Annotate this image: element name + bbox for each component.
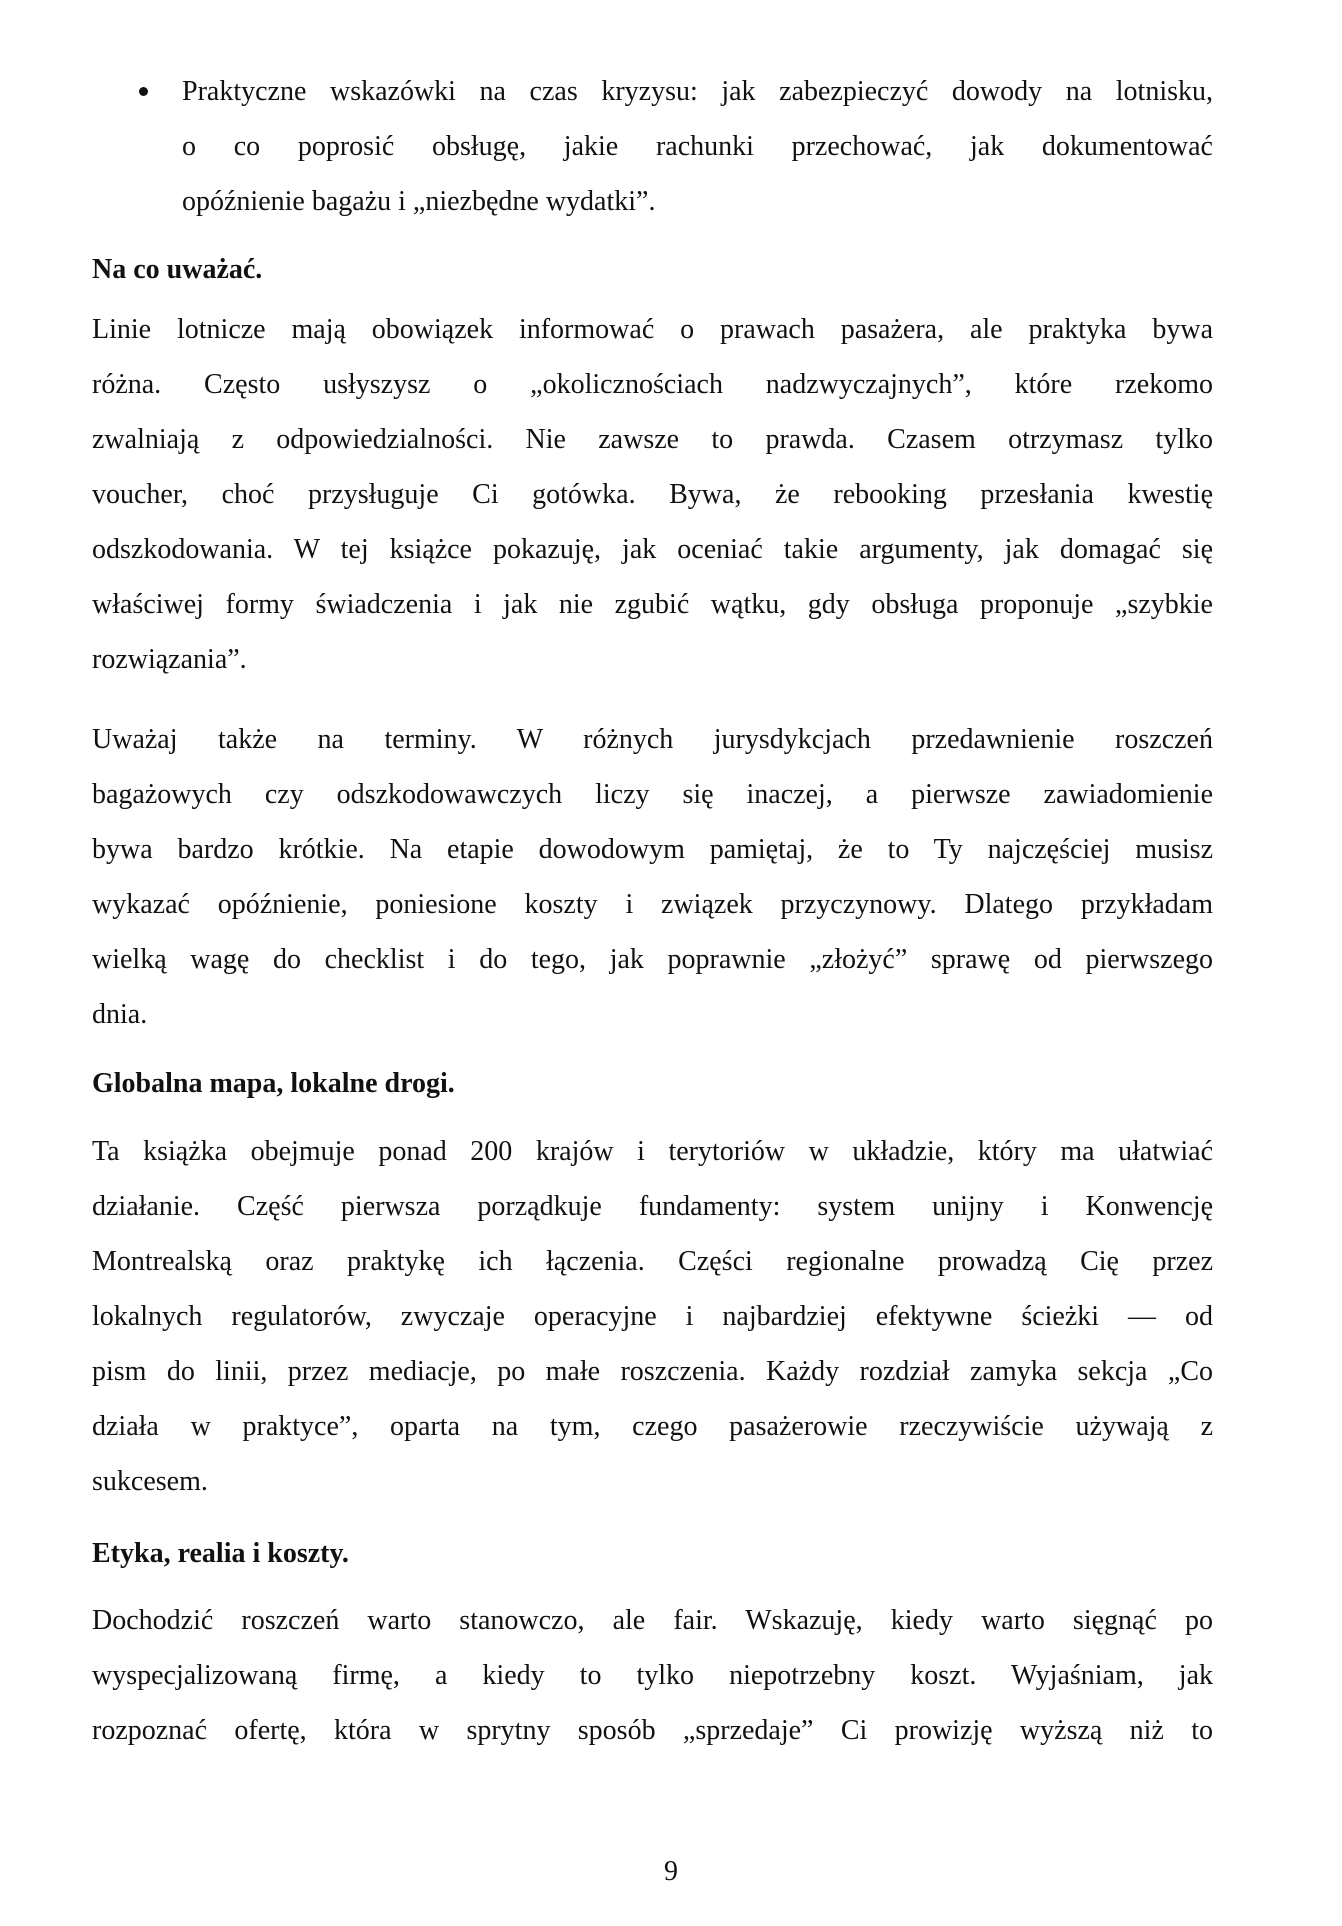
text-line: odszkodowania. W tej książce pokazuję, jak oceniać takie argumenty, jak domagać się xyxy=(92,534,1213,565)
text-line: Praktyczne wskazówki na czas kryzysu: jak zabezpieczyć dowody na lotnisku, xyxy=(182,76,1213,107)
bullet-item xyxy=(92,64,1213,229)
text-line: różna. Często usłyszysz o „okolicznościach nadzwyczajnych”, które rzekomo xyxy=(92,369,1213,400)
section-heading: Na co uważać. xyxy=(92,254,263,285)
text-line: działa w praktyce”, oparta na tym, czego pasażerowie rzeczywiście używają z xyxy=(92,1411,1213,1442)
paragraph xyxy=(92,1124,1213,1509)
text-line: bywa bardzo krótkie. Na etapie dowodowym pamiętaj, że to Ty najczęściej musisz xyxy=(92,834,1213,865)
text-line: Dochodzić roszczeń warto stanowczo, ale fair. Wskazuję, kiedy warto sięgnąć po xyxy=(92,1605,1213,1636)
paragraph xyxy=(92,1593,1213,1758)
text-line: voucher, choć przysługuje Ci gotówka. Bywa, że rebooking przesłania kwestię xyxy=(92,479,1213,510)
text-line: Montrealską oraz praktykę ich łączenia. Części regionalne prowadzą Cię przez xyxy=(92,1246,1213,1277)
section-heading: Globalna mapa, lokalne drogi. xyxy=(92,1068,455,1099)
text-line: wykazać opóźnienie, poniesione koszty i związek przyczynowy. Dlatego przykładam xyxy=(92,889,1213,920)
text-line: wyspecjalizowaną firmę, a kiedy to tylko niepotrzebny koszt. Wyjaśniam, jak xyxy=(92,1660,1213,1691)
text-line: Linie lotnicze mają obowiązek informować o prawach pasażera, ale praktyka bywa xyxy=(92,314,1213,345)
bullet-icon xyxy=(139,87,148,96)
text-line: wielką wagę do checklist i do tego, jak poprawnie „złożyć” sprawę od pierwszego xyxy=(92,944,1213,975)
text-line: pism do linii, przez mediacje, po małe roszczenia. Każdy rozdział zamyka sekcja „Co xyxy=(92,1356,1213,1387)
paragraph xyxy=(92,302,1213,687)
text-line: Ta książka obejmuje ponad 200 krajów i terytoriów w układzie, który ma ułatwiać xyxy=(92,1136,1213,1167)
text-line: o co poprosić obsługę, jakie rachunki przechować, jak dokumentować xyxy=(182,131,1213,162)
page-number: 9 xyxy=(664,1856,678,1887)
text-line: opóźnienie bagażu i „niezbędne wydatki”. xyxy=(182,186,656,217)
section-heading: Etyka, realia i koszty. xyxy=(92,1538,349,1569)
text-line: bagażowych czy odszkodowawczych liczy się inaczej, a pierwsze zawiadomienie xyxy=(92,779,1213,810)
text-line: Uważaj także na terminy. W różnych jurysdykcjach przedawnienie roszczeń xyxy=(92,724,1213,755)
text-line: zwalniają z odpowiedzialności. Nie zawsze to prawda. Czasem otrzymasz tylko xyxy=(92,424,1213,455)
text-line: dnia. xyxy=(92,999,148,1030)
text-line: działanie. Część pierwsza porządkuje fundamenty: system unijny i Konwencję xyxy=(92,1191,1213,1222)
text-line: rozpoznać ofertę, która w sprytny sposób „sprzedaje” Ci prowizję wyższą niż to xyxy=(92,1715,1213,1746)
text-line: lokalnych regulatorów, zwyczaje operacyjne i najbardziej efektywne ścieżki — od xyxy=(92,1301,1213,1332)
bullet-list xyxy=(92,64,1213,229)
text-line: sukcesem. xyxy=(92,1466,208,1497)
text-line: rozwiązania”. xyxy=(92,644,247,675)
paragraph xyxy=(92,712,1213,1042)
text-line: właściwej formy świadczenia i jak nie zgubić wątku, gdy obsługa proponuje „szybkie xyxy=(92,589,1213,620)
